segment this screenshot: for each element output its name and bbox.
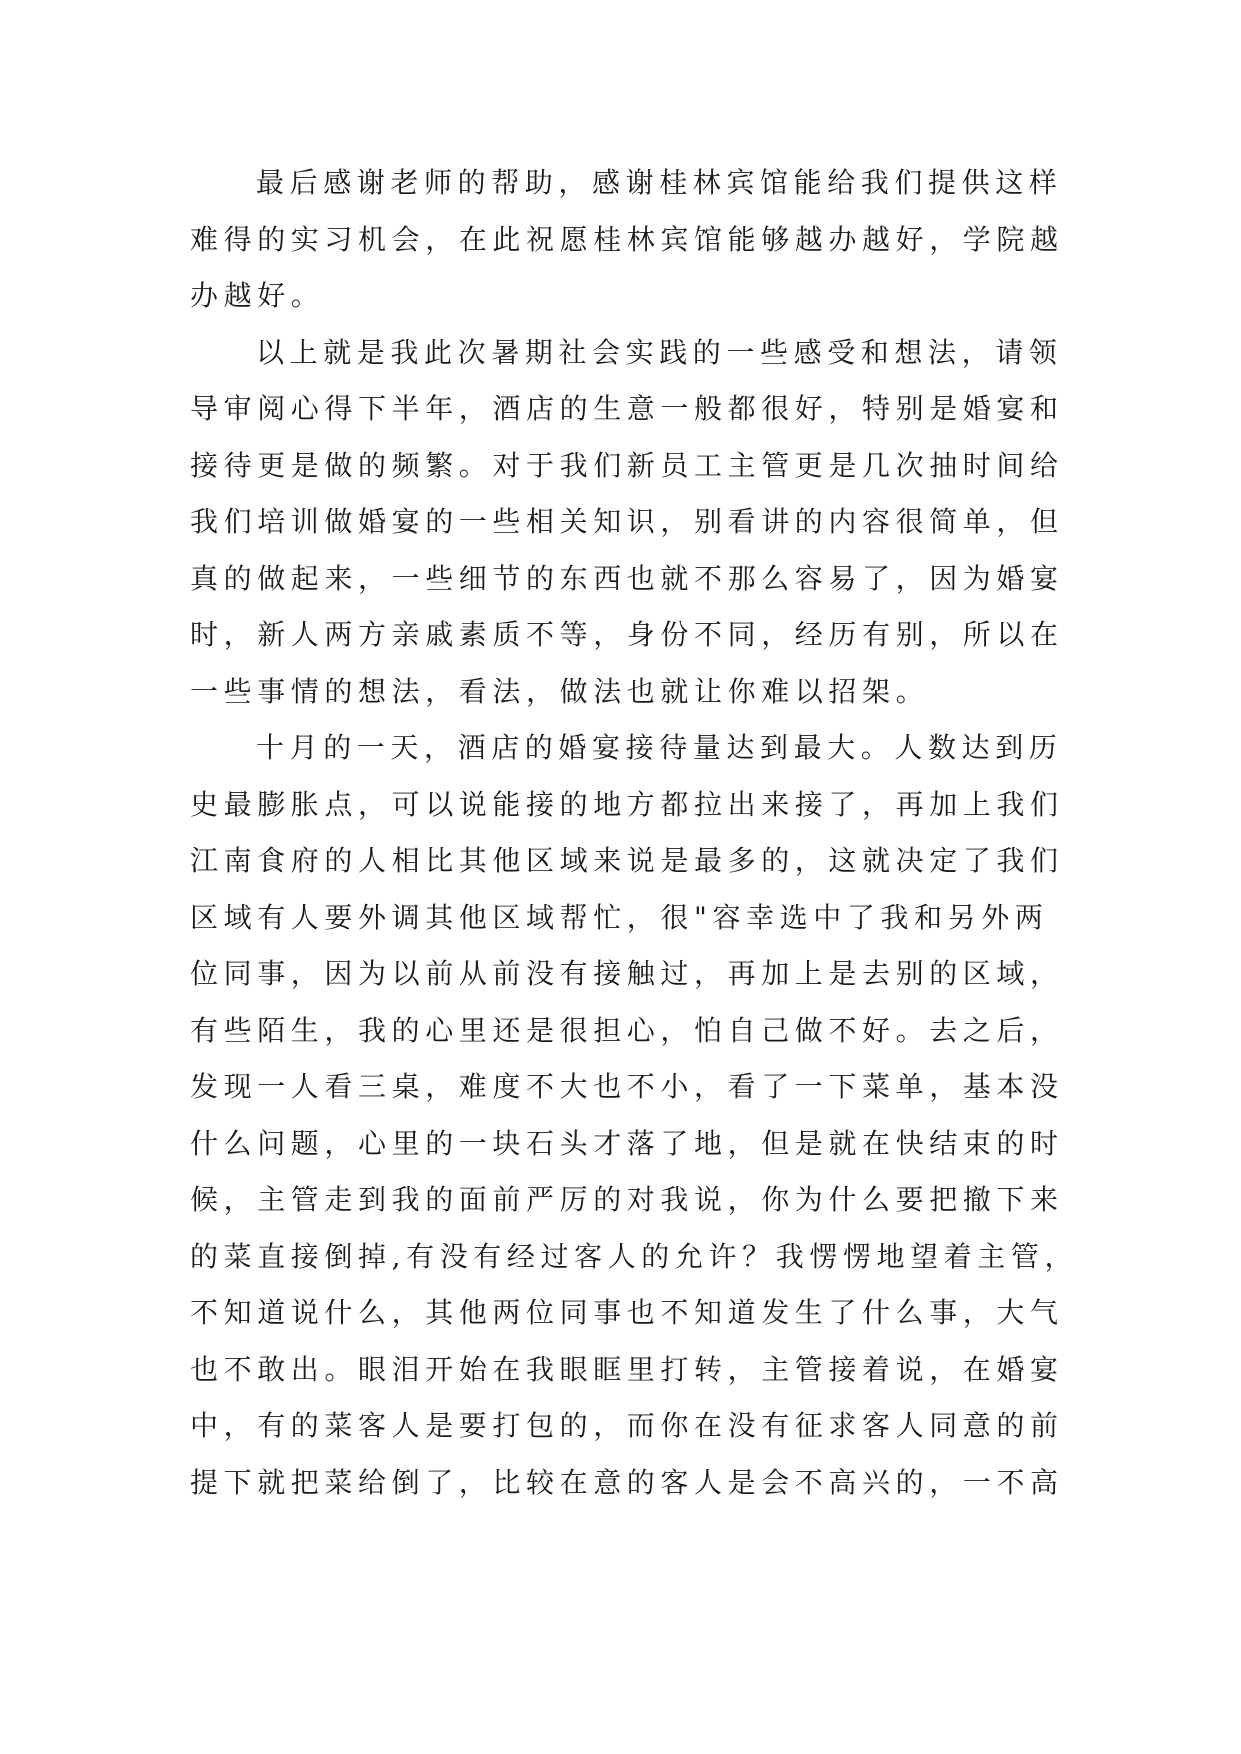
text-line: 位同事，因为以前从前没有接触过，再加上是去别的区域， (190, 957, 1064, 990)
text-line: 也不敢出。眼泪开始在我眼眶里打转，主管接着说，在婚宴 (190, 1352, 1064, 1386)
text-line: 发现一人看三桌，难度不大也不小，看了一下菜单，基本没 (190, 1070, 1064, 1103)
paragraph-2 (190, 325, 1064, 721)
text-line: 史最膨胀点，可以说能接的地方都拉出来接了，再加上我们 (190, 787, 1064, 821)
text-line: 有些陌生，我的心里还是很担心，怕自己做不好。去之后， (190, 1013, 1064, 1047)
text-line: 一些事情的想法，看法，做法也就让你难以招架。 (190, 674, 930, 708)
text-line: 中，有的菜客人是要打包的，而你在没有征求客人同意的前 (190, 1409, 1064, 1442)
text-line: 办越好。 (190, 279, 325, 312)
text-line: 候，主管走到我的面前严厉的对我说，你为什么要把撤下来 (190, 1183, 1064, 1216)
text-line: 区域有人要外调其他区域帮忙，很"容幸选中了我和另外两 (190, 900, 1049, 934)
text-line: 什么问题，心里的一块石头才落了地，但是就在快结束的时 (190, 1126, 1064, 1160)
text-line: 的菜直接倒掉,有没有经过客人的允许？我愣愣地望着主管， (190, 1239, 1079, 1273)
text-line: 导审阅心得下半年，酒店的生意一般都很好，特别是婚宴和 (190, 392, 1064, 425)
text-line: 十月的一天，酒店的婚宴接待量达到最大。人数达到历 (256, 731, 1063, 764)
paragraph-3 (190, 720, 1079, 1511)
text-line: 提下就把菜给倒了，比较在意的客人是会不高兴的，一不高 (190, 1465, 1064, 1499)
text-line: 以上就是我此次暑期社会实践的一些感受和想法，请领 (256, 335, 1063, 369)
text-line: 难得的实习机会，在此祝愿桂林宾馆能够越办越好，学院越 (190, 222, 1064, 256)
document-body (190, 155, 1079, 1511)
text-line: 不知道说什么，其他两位同事也不知道发生了什么事，大气 (190, 1296, 1064, 1329)
text-line: 最后感谢老师的帮助，感谢桂林宾馆能给我们提供这样 (256, 166, 1063, 199)
paragraph-1 (190, 155, 1064, 325)
text-line: 我们培训做婚宴的一些相关知识，别看讲的内容很简单，但 (190, 505, 1064, 538)
text-line: 江南食府的人相比其他区域来说是最多的，这就决定了我们 (190, 844, 1064, 877)
text-line: 接待更是做的频繁。对于我们新员工主管更是几次抽时间给 (190, 448, 1064, 482)
text-line: 时，新人两方亲戚素质不等，身份不同，经历有别，所以在 (190, 618, 1064, 651)
text-line: 真的做起来，一些细节的东西也就不那么容易了，因为婚宴 (190, 561, 1064, 595)
